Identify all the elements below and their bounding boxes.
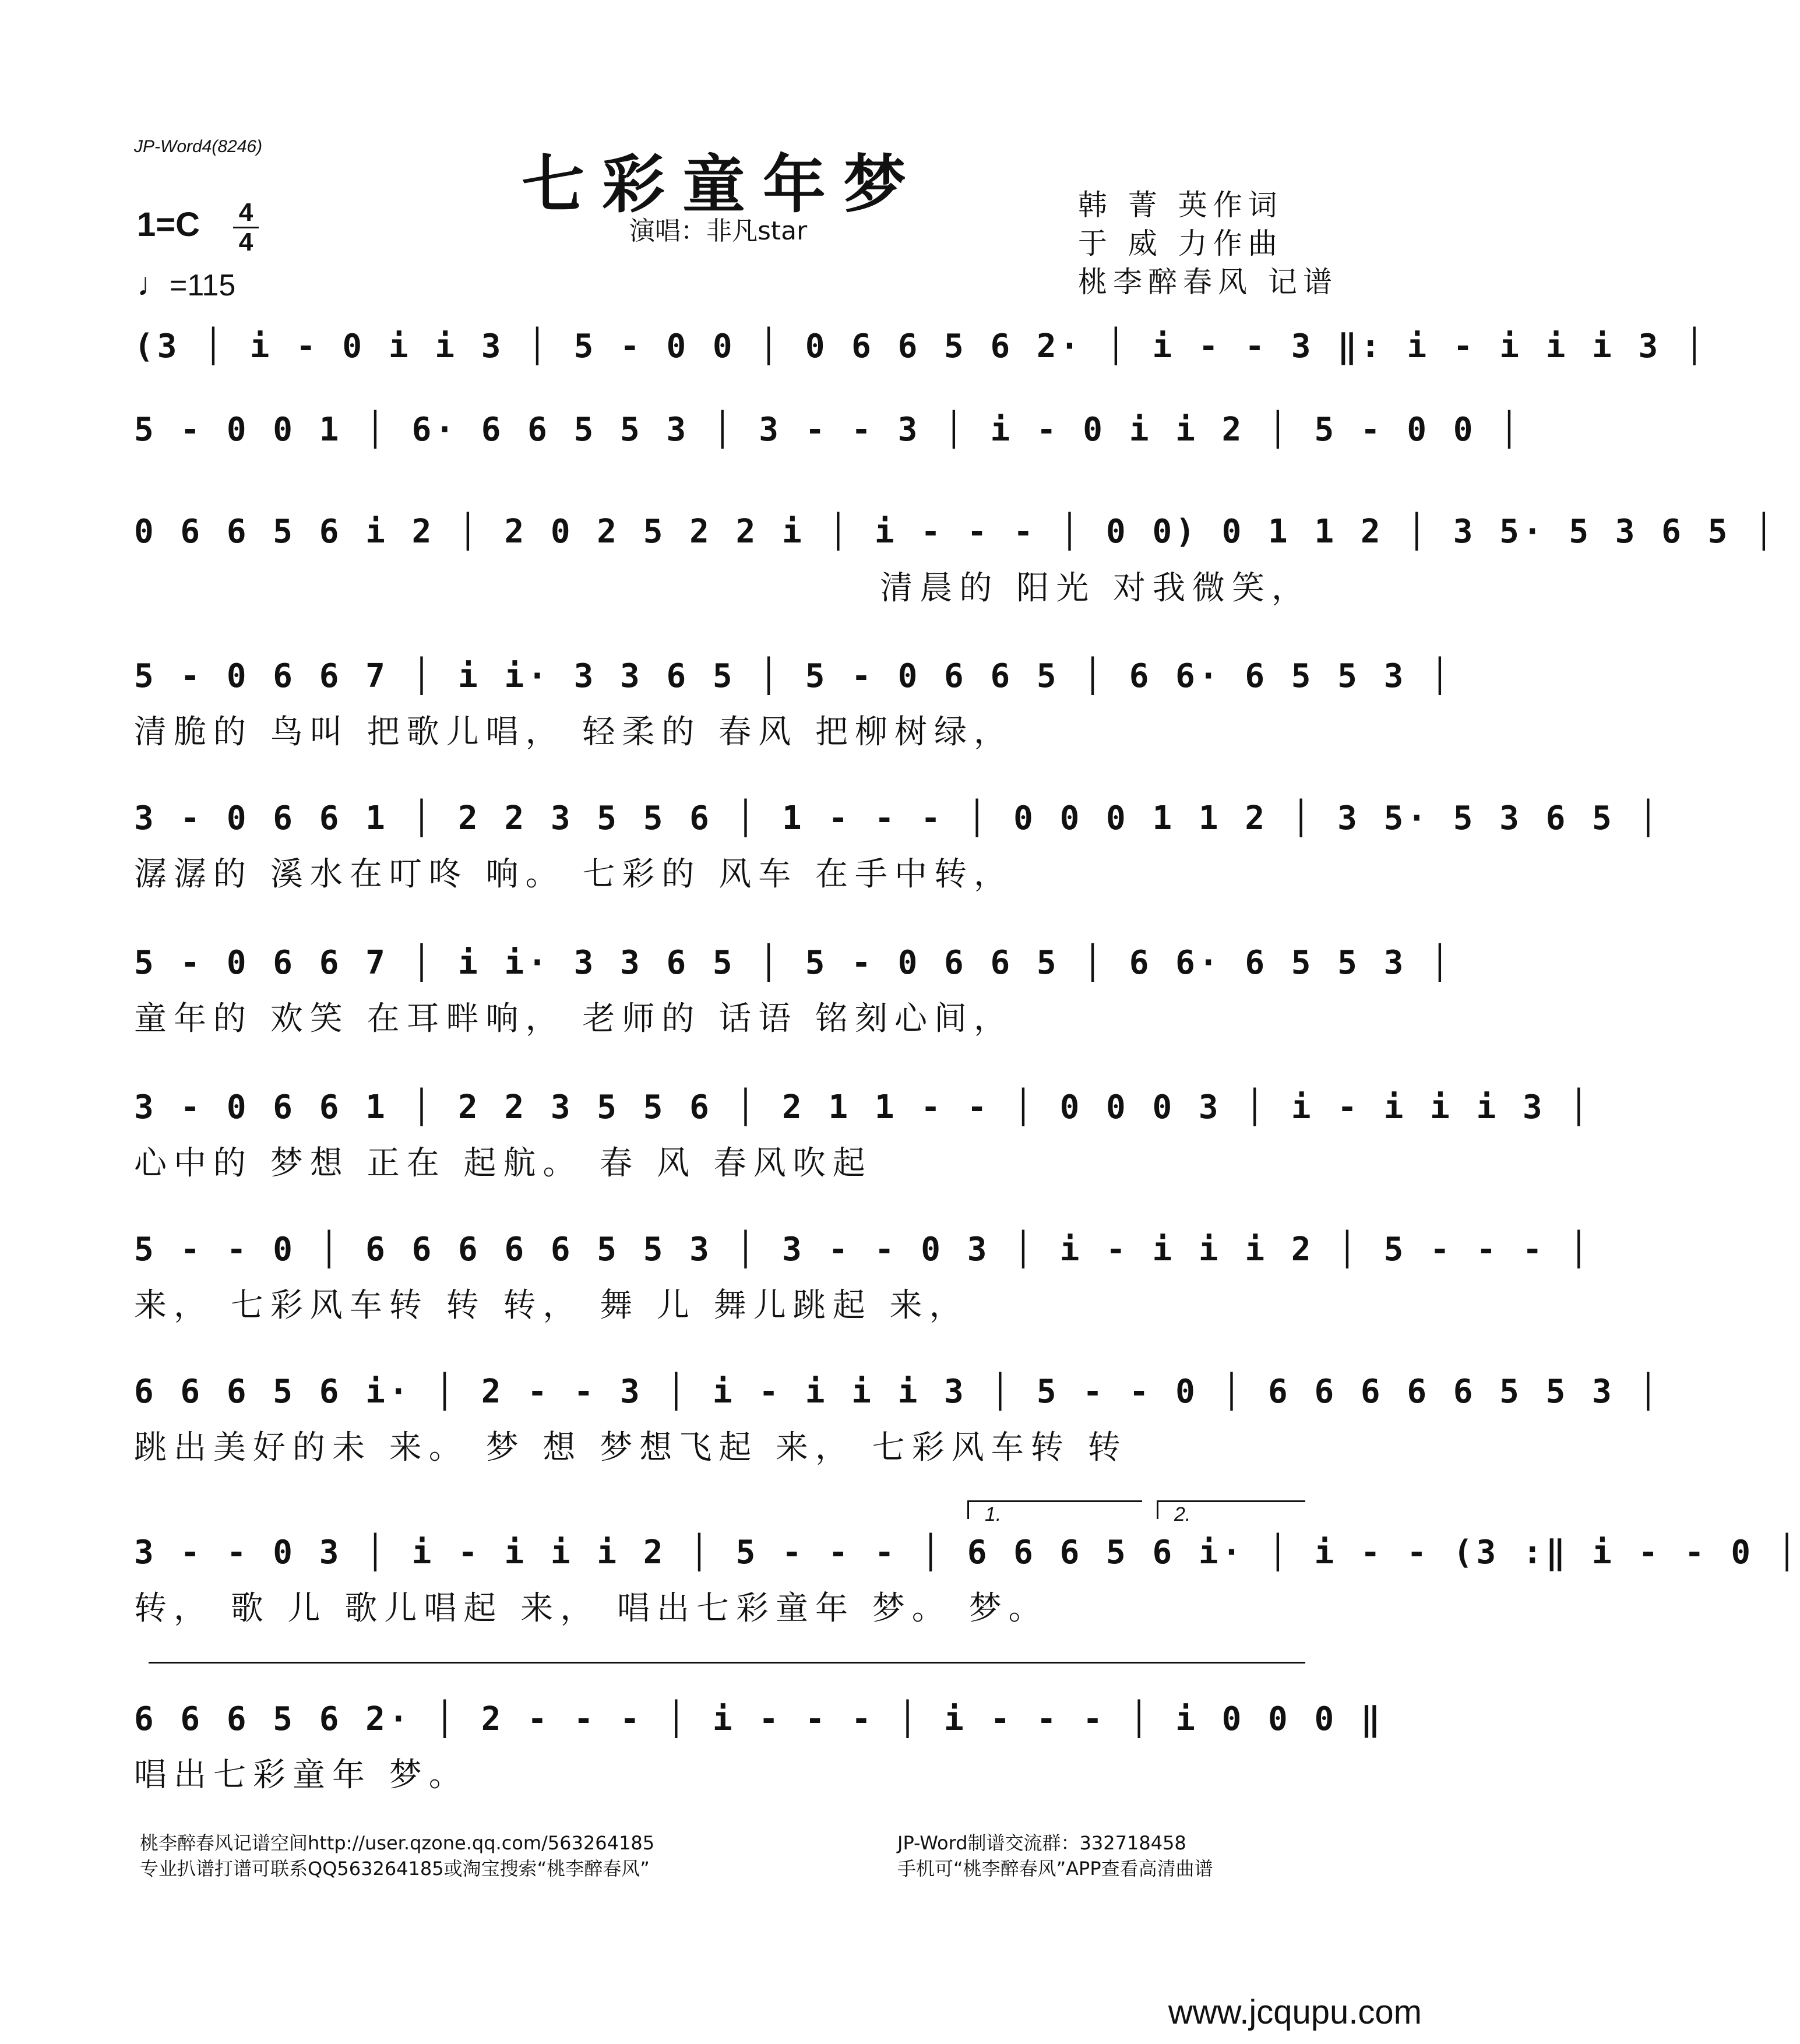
- lyric-line-10: 转， 歌 儿 歌儿唱起 来， 唱出七彩童年 梦。 梦。: [134, 1590, 1048, 1627]
- staff-line-1: (3 │ i - 0 i i 3 │ 5 - 0 0 │ 0 6 6 5 6 2· │ i - - 3 ‖: i - i i i 3 │: [134, 327, 1708, 365]
- transcriber-credit: 桃李醉春风 记谱: [1078, 265, 1338, 299]
- time-bottom: 4: [238, 228, 253, 256]
- volta-2-label: 2.: [1174, 1503, 1191, 1525]
- staff-line-6: 5 - 0 6 6 7 │ i i· 3 3 6 5 │ 5 - 0 6 6 5 │ 6 6· 6 5 5 3 │: [134, 944, 1453, 982]
- composer-credit: 于 威 力作曲: [1078, 227, 1283, 260]
- lyric-line-8: 来， 七彩风车转 转 转， 舞 儿 舞儿跳起 来，: [134, 1287, 969, 1324]
- volta-1-label: 1.: [985, 1503, 1002, 1525]
- staff-line-5: 3 - 0 6 6 1 │ 2 2 3 5 5 6 │ 1 - - - │ 0 0 0 1 1 2 │ 3 5· 5 3 6 5 │: [134, 799, 1662, 837]
- footer-right-line-2: 手机可“桃李醉春风”APP查看高清曲谱: [897, 1858, 1213, 1880]
- key-signature: 1=C: [137, 206, 200, 244]
- time-signature: [233, 198, 259, 256]
- volta-bracket-2: [1157, 1500, 1305, 1502]
- site-watermark: www.jcqupu.com: [1168, 1993, 1422, 2031]
- singer-credit: 演唱：非凡star: [629, 216, 808, 246]
- time-top: 4: [238, 198, 253, 227]
- staff-line-4: 5 - 0 6 6 7 │ i i· 3 3 6 5 │ 5 - 0 6 6 5 │ 6 6· 6 5 5 3 │: [134, 657, 1453, 695]
- lyric-line-4: 清脆的 鸟叫 把歌儿唱， 轻柔的 春风 把柳树绿，: [134, 713, 1014, 751]
- lyric-line-9: 跳出美好的未 来。 梦 想 梦想飞起 来， 七彩风车转 转: [134, 1429, 1128, 1467]
- lyric-line-11: 唱出七彩童年 梦。: [134, 1756, 469, 1794]
- lyric-line-3: 清晨的 阳光 对我微笑，: [880, 569, 1311, 607]
- staff-line-7: 3 - 0 6 6 1 │ 2 2 3 5 5 6 │ 2 1 1 - - │ 0 0 0 3 │ i - i i i 3 │: [134, 1088, 1593, 1126]
- staff-line-3: 0 6 6 5 6 i 2 │ 2 0 2 5 2 2 i │ i - - - │ 0 0) 0 1 1 2 │ 3 5· 5 3 6 5 │: [134, 513, 1777, 551]
- staff-line-8: 5 - - 0 │ 6 6 6 6 6 5 5 3 │ 3 - - 0 3 │ i - i i i 2 │ 5 - - - │: [134, 1231, 1593, 1268]
- staff-line-11: 6 6 6 5 6 2· │ 2 - - - │ i - - - │ i - - - │ i 0 0 0 ‖: [134, 1700, 1384, 1738]
- staff-line-9: 6 6 6 5 6 i· │ 2 - - 3 │ i - i i i 3 │ 5 - - 0 │ 6 6 6 6 6 5 5 3 │: [134, 1373, 1662, 1411]
- footer-left-line-2: 专业扒谱打谱可联系QQ563264185或淘宝搜索“桃李醉春风”: [140, 1858, 650, 1880]
- lyric-line-7: 心中的 梦想 正在 起航。 春 风 春风吹起: [134, 1144, 872, 1182]
- quarter-note-icon: ♩: [137, 266, 170, 302]
- lyricist-credit: 韩 菁 英作词: [1078, 188, 1283, 222]
- software-version: JP-Word4(8246): [134, 137, 263, 156]
- system-divider: [149, 1662, 1305, 1664]
- lyric-line-6: 童年的 欢笑 在耳畔响， 老师的 话语 铭刻心间，: [134, 1000, 1014, 1038]
- page-title: 七彩童年梦: [521, 149, 924, 221]
- footer-left-line-1: 桃李醉春风记谱空间http://user.qzone.qq.com/563264185: [140, 1832, 655, 1854]
- staff-line-2: 5 - 0 0 1 │ 6· 6 6 5 5 3 │ 3 - - 3 │ i - 0 i i 2 │ 5 - 0 0 │: [134, 411, 1523, 449]
- volta-bracket-1: [967, 1500, 1142, 1502]
- staff-line-10: 3 - - 0 3 │ i - i i i 2 │ 5 - - - │ 6 6 6 5 6 i· │ i - - (3 :‖ i - - 0 │: [134, 1534, 1800, 1571]
- footer-right-line-1: JP-Word制谱交流群：332718458: [897, 1832, 1186, 1854]
- volta-bracket-1-tick: [967, 1500, 969, 1519]
- tempo-marking: [137, 265, 235, 303]
- volta-bracket-2-tick: [1157, 1500, 1158, 1519]
- lyric-line-5: 潺潺的 溪水在叮咚 响。 七彩的 风车 在手中转，: [134, 855, 1014, 893]
- tempo-value: =115: [170, 269, 236, 302]
